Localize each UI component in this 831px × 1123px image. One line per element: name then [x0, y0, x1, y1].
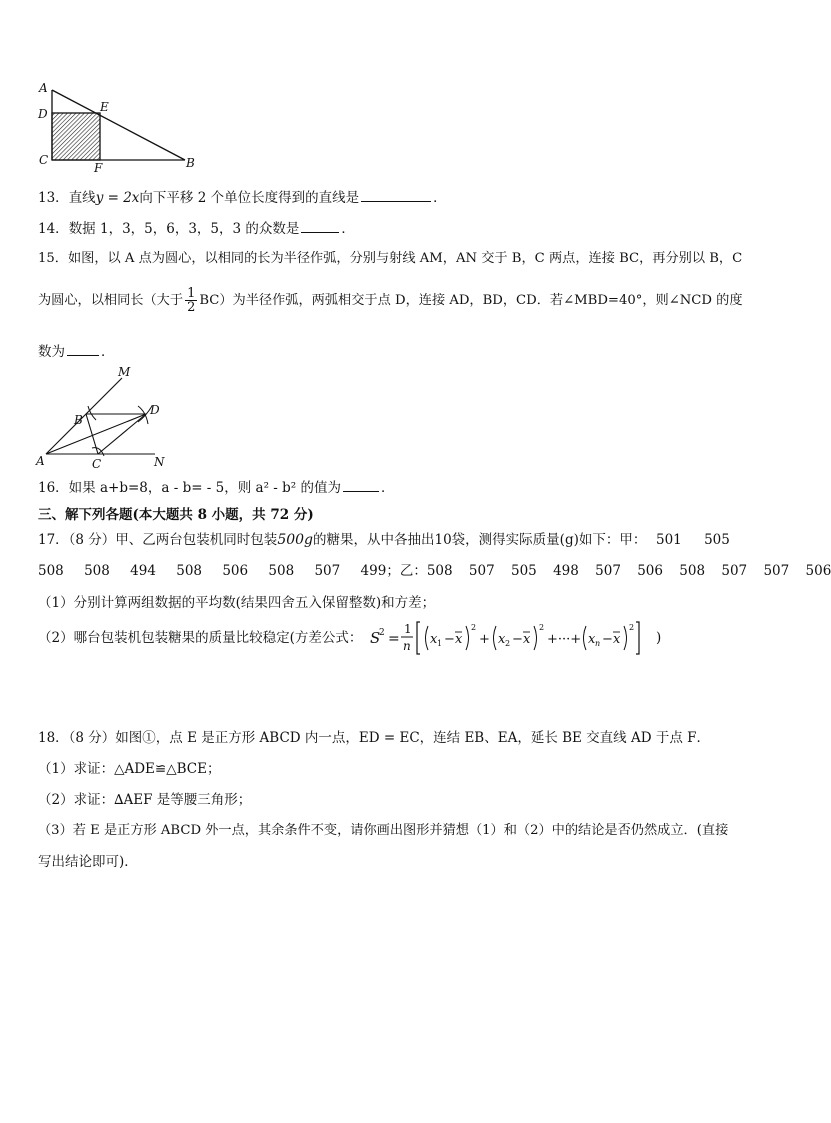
q17-sub2-text: （2）哪台包装机包装糖果的质量比较稳定(方差公式：	[38, 630, 363, 646]
label-a: A	[39, 81, 48, 95]
svg-text:−: −	[444, 632, 455, 647]
yi-value: 507	[763, 563, 790, 579]
figure-triangle-square	[30, 78, 210, 173]
yi-value: 505	[510, 563, 537, 579]
question-17-sub-2	[38, 630, 362, 646]
q15-text-3: 数为	[38, 344, 65, 360]
q16-end: ．	[381, 480, 395, 496]
fraction-numerator: 1	[187, 286, 196, 301]
label-c: C	[92, 457, 102, 471]
yi-label: ；乙：	[386, 563, 427, 579]
q14-answer-blank[interactable]	[301, 220, 339, 233]
ray-am	[46, 378, 122, 454]
q13-equation: y = 2x	[95, 190, 140, 206]
svg-text:2: 2	[539, 623, 545, 632]
svg-text:S: S	[370, 629, 381, 647]
label-n: N	[154, 455, 165, 469]
label-f: F	[94, 161, 103, 175]
question-13	[38, 189, 447, 206]
figure-angle-construction	[30, 362, 180, 474]
svg-text:x: x	[498, 632, 506, 647]
fraction-denominator: 2	[187, 300, 196, 315]
q15-text-2b: BC）为半径作弧，两弧相交于点 D，连接 AD，BD，CD．若∠MBD=40°，则∠NCD 的度	[199, 293, 743, 308]
question-18-sub-3b: 写出结论即可)．	[38, 854, 138, 870]
q14-end: ．	[341, 221, 355, 237]
svg-text:=: =	[388, 631, 400, 647]
segment-cd	[98, 414, 146, 454]
shaded-square	[52, 113, 100, 160]
jia-value: 507	[314, 563, 341, 579]
label-b: B	[74, 413, 83, 427]
svg-text:+: +	[479, 632, 490, 647]
jia-value: 508	[84, 563, 110, 579]
jia-value: 506	[222, 563, 249, 579]
question-15-line-2	[38, 287, 743, 314]
question-17-line-2	[38, 563, 831, 579]
question-17-line-1	[38, 532, 646, 549]
svg-text:2: 2	[629, 623, 635, 632]
q13-number: 13．	[38, 190, 69, 206]
svg-text:x: x	[430, 632, 438, 647]
q16-text: 16．如果 a+b=8，a - b= - 5，则 a² - b² 的值为	[38, 480, 341, 496]
yi-value: 506	[805, 563, 831, 579]
svg-text:−: −	[602, 632, 613, 647]
svg-text:1: 1	[437, 639, 443, 648]
label-d: D	[38, 107, 48, 121]
yi-value: 498	[553, 563, 579, 579]
svg-text:2: 2	[505, 639, 511, 648]
q13-end: ．	[433, 190, 447, 206]
q15-text-2a: 为圆心，以相同长（大于	[38, 293, 184, 308]
q15-fraction-half	[185, 287, 197, 314]
jia-value: 508	[38, 563, 64, 579]
question-18-sub-1: （1）求证：△ADE≌△BCE；	[38, 761, 221, 777]
question-18-sub-3a: （3）若 E 是正方形 ABCD 外一点，其余条件不变，请你画出图形并猜想（1）和（2）中的结论是否仍然成立．(直接	[38, 823, 729, 838]
label-d: D	[150, 403, 160, 417]
svg-text:x: x	[613, 632, 621, 647]
svg-text:+···+: +···+	[547, 632, 582, 647]
q15-end: ．	[101, 344, 115, 360]
svg-text:x: x	[455, 632, 463, 647]
question-18-sub-2: （2）求证：∆AEF 是等腰三角形；	[38, 792, 252, 808]
yi-value: 507	[468, 563, 495, 579]
q17-text-1b: 的糖果，从中各抽出10袋，测得实际质量(g)如下：甲：	[313, 532, 647, 548]
yi-value: 507	[595, 563, 621, 579]
jia-value: 499	[360, 563, 387, 579]
svg-text:n: n	[595, 639, 601, 648]
q13-text-1: 直线	[68, 190, 96, 206]
yi-value: 508	[426, 563, 453, 579]
q14-text: 数据 1，3，5，6，3，5，3 的众数是	[68, 221, 300, 237]
jia-data-1	[656, 532, 730, 548]
yi-value: 506	[637, 563, 663, 579]
label-e: E	[100, 100, 109, 114]
question-16	[38, 479, 395, 496]
q15-answer-blank[interactable]	[67, 343, 99, 356]
jia-value: 501	[656, 532, 682, 548]
svg-text:2: 2	[379, 628, 385, 638]
svg-text:1: 1	[404, 622, 412, 636]
variance-formula	[368, 618, 668, 658]
question-15-line-1: 15．如图，以 A 点为圆心，以相同的长为半径作弧，分别与射线 AM，AN 交于 B，C 两点，连接 BC，再分别以 B，C	[38, 251, 743, 266]
jia-value: 494	[130, 563, 156, 579]
yi-value: 508	[679, 563, 706, 579]
svg-text:n: n	[403, 639, 411, 653]
q13-text-2: 向下平移 2 个单位长度得到的直线是	[139, 190, 360, 206]
q13-answer-blank[interactable]	[361, 189, 431, 202]
q17-sub2-end: )	[656, 630, 662, 646]
question-18-line-1: 18．（8 分）如图①，点 E 是正方形 ABCD 内一点，ED = EC，连结 EB、EA，延长 BE 交直线 AD 于点 F．	[38, 730, 710, 746]
svg-text:x: x	[523, 632, 531, 647]
q17-mass-500g: 500g	[277, 532, 313, 548]
jia-value: 505	[704, 532, 730, 548]
label-a: A	[36, 454, 45, 468]
arc-near-c	[92, 448, 104, 456]
question-15-line-3	[38, 343, 115, 360]
question-17-sub-1: （1）分别计算两组数据的平均数(结果四舍五入保留整数)和方差；	[38, 595, 436, 611]
svg-text:2: 2	[471, 623, 477, 632]
section-3-title: 三、解下列各题(本大题共 8 小题，共 72 分)	[38, 507, 314, 523]
jia-value: 508	[268, 563, 295, 579]
q14-number: 14．	[38, 221, 69, 237]
jia-value: 508	[176, 563, 203, 579]
label-b: B	[186, 156, 195, 170]
svg-text:x: x	[588, 632, 596, 647]
yi-value: 507	[721, 563, 748, 579]
question-14	[38, 220, 355, 237]
label-m: M	[118, 365, 131, 379]
svg-text:−: −	[512, 632, 523, 647]
q16-answer-blank[interactable]	[343, 479, 379, 492]
label-c: C	[39, 153, 49, 167]
q17-text-1a: 17．（8 分）甲、乙两台包装机同时包装	[38, 532, 278, 548]
